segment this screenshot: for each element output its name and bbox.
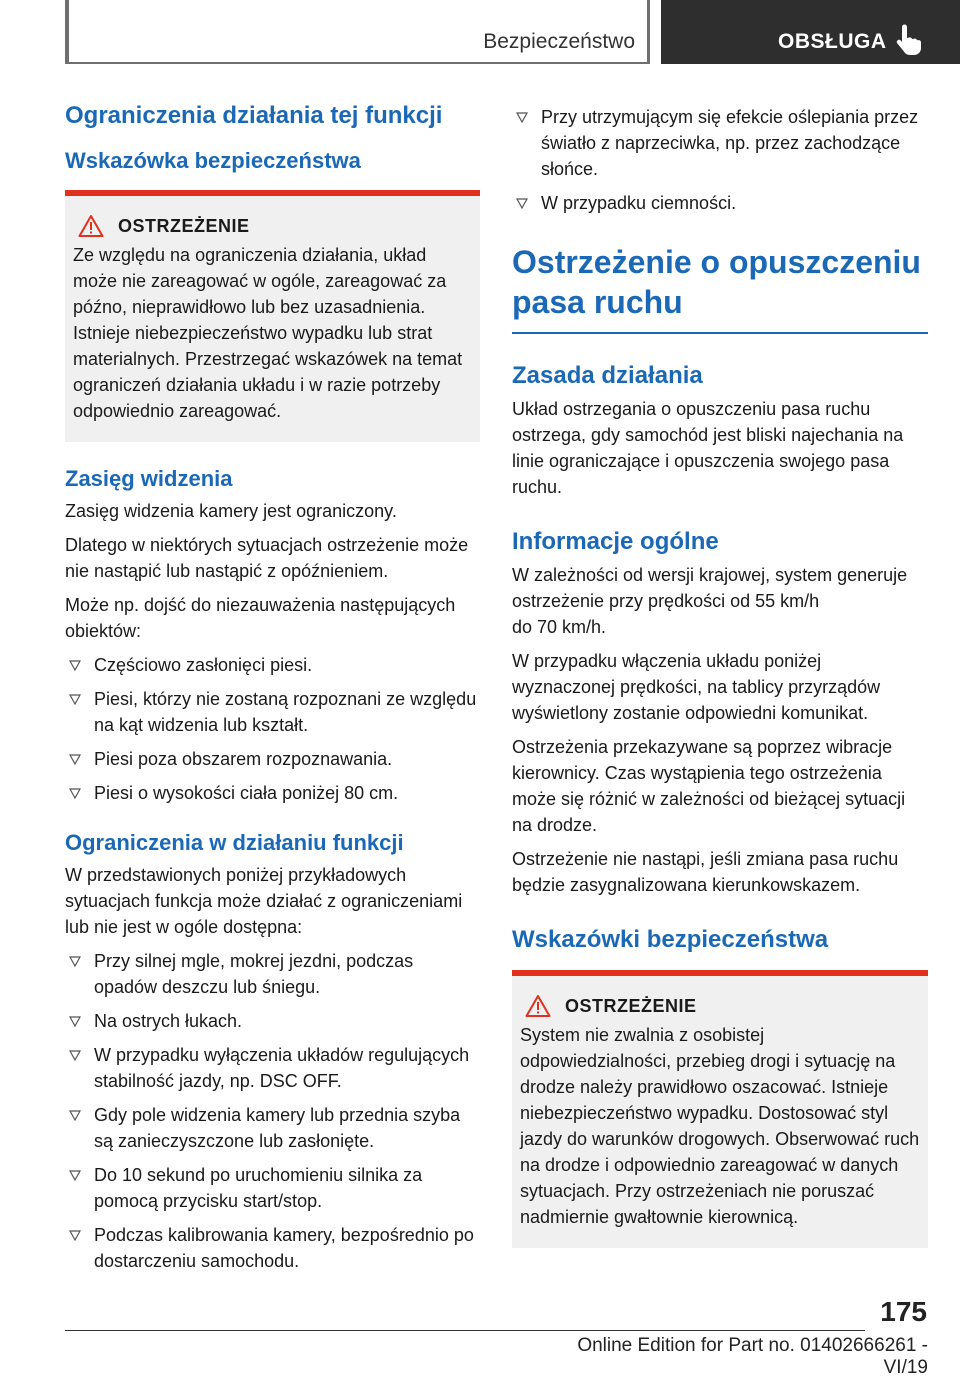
list-item: Piesi, którzy nie zostaną rozpoznani ze względu na kąt widzenia lub kształt.: [65, 686, 480, 738]
triangle-bullet-icon: [516, 197, 528, 209]
header-section-title: Bezpieczeństwo: [483, 30, 635, 53]
list-item: Podczas kalibrowania kamery, bezpośrednio po dostarczeniu samochodu.: [65, 1222, 480, 1274]
left-column: [65, 100, 480, 1282]
header-rule-mid: [647, 0, 650, 64]
triangle-bullet-icon: [69, 1169, 81, 1181]
chapter-title: Ostrzeżenie o opuszczeniu pasa ruchu: [512, 244, 921, 320]
header-tab-label: OBSŁUGA: [778, 30, 887, 53]
list-item: W przypadku ciemności.: [512, 190, 928, 216]
principle-heading: Zasada działania: [512, 362, 703, 389]
range-paragraph: Zasięg widzenia kamery jest ograniczony.: [65, 501, 397, 521]
warning-box: [65, 190, 480, 442]
range-paragraph: Może np. dojść do niezauważenia następujących obiektów:: [65, 595, 456, 641]
limits-list: [65, 948, 480, 1274]
warning-text: Ze względu na ograniczenia działania, układ może nie zareagować w ogóle, zareagować za późno, nieprawidłowo lub bez uzasadnienia. Istnieje niebezpieczeństwo wypadku lub strat materialnych. Przestrzegać wskazówek na temat ograniczeń działania układu i w razie potrzeby odpowiednio zareagować.: [73, 245, 463, 421]
chapter-title-rule: [512, 332, 928, 334]
general-paragraph: Ostrzeżenia przekazywane są poprzez wibracje kierownicy. Czas wystąpienia tego ostrzeżenia może się różnić w zależności od bieżącej sytuacji na drodze.: [512, 737, 906, 835]
range-heading: Zasięg widzenia: [65, 466, 233, 491]
limits-list-continued: [512, 104, 928, 216]
page-number: 175: [880, 1296, 927, 1327]
limits-paragraph: W przedstawionych poniżej przykładowych sytuacjach funkcja może działać z ograniczeniami lub nie jest w ogóle dostępna:: [65, 865, 463, 937]
range-list: [65, 652, 480, 806]
section-title: Ograniczenia działania tej funkcji: [65, 102, 443, 129]
list-item: Częściowo zasłonięci piesi.: [65, 652, 480, 678]
triangle-bullet-icon: [516, 111, 528, 123]
list-item: Na ostrych łukach.: [65, 1008, 480, 1034]
list-item: Piesi poza obszarem rozpoznawania.: [65, 746, 480, 772]
warning-title: OSTRZEŻENIE: [565, 995, 697, 1016]
list-item: Przy silnej mgle, mokrej jezdni, podczas opadów deszczu lub śniegu.: [65, 948, 480, 1000]
principle-paragraph: Układ ostrzegania o opuszczeniu pasa ruchu ostrzega, gdy samochód jest bliski najechania na linie ograniczające i opuszczenia swojego pasa ruchu.: [512, 399, 904, 497]
list-item: Gdy pole widzenia kamery lub przednia szyba są zanieczyszczone lub zasłonięte.: [65, 1102, 480, 1154]
safety-heading: Wskazówki bezpieczeństwa: [512, 926, 829, 953]
triangle-bullet-icon: [69, 659, 81, 671]
header-rule-bottom: [65, 62, 650, 64]
safety-subtitle: Wskazówka bezpieczeństwa: [65, 148, 361, 173]
footer-edition: Online Edition for Part no. 01402666261 - VI/19: [577, 1335, 928, 1378]
warning-box: [512, 970, 928, 1248]
list-item: Piesi o wysokości ciała poniżej 80 cm.: [65, 780, 480, 806]
triangle-bullet-icon: [69, 787, 81, 799]
general-paragraph: Ostrzeżenie nie nastąpi, jeśli zmiana pasa ruchu będzie zasygnalizowana kierunkowskazem.: [512, 849, 899, 895]
list-item: Do 10 sekund po uruchomieniu silnika za pomocą przycisku start/stop.: [65, 1162, 480, 1214]
triangle-bullet-icon: [69, 693, 81, 705]
triangle-bullet-icon: [69, 753, 81, 765]
general-paragraph: W przypadku włączenia układu poniżej wyznaczonej prędkości, na tablicy przyrządów wyświetlony zostanie odpowiedni komunikat.: [512, 651, 881, 723]
warning-text: System nie zwalnia z osobistej odpowiedzialności, przebieg drogi i sytuację na drodze należy prawidłowo oszacować. Istnieje niebezpieczeństwo wypadku. Dostosować styl jazdy do warunków drogowych. Obserwować ruch na drodze i odpowiednio zareagować w danych sytuacjach. Przy ostrzeżeniach nie poruszać nadmiernie gwałtownie kierownicą.: [520, 1025, 920, 1227]
range-paragraph: Dlatego w niektórych sytuacjach ostrzeżenie może nie nastąpić lub nastąpić z opóźnieniem.: [65, 535, 469, 581]
list-item: W przypadku wyłączenia układów regulujących stabilność jazdy, np. DSC OFF.: [65, 1042, 480, 1094]
warning-triangle-icon: [78, 214, 104, 238]
triangle-bullet-icon: [69, 1049, 81, 1061]
header-rule-left: [65, 0, 69, 64]
triangle-bullet-icon: [69, 1109, 81, 1121]
triangle-bullet-icon: [69, 955, 81, 967]
triangle-bullet-icon: [69, 1229, 81, 1241]
warning-title: OSTRZEŻENIE: [118, 215, 250, 236]
limits-heading: Ograniczenia w działaniu funkcji: [65, 830, 404, 855]
warning-triangle-icon: [525, 994, 551, 1018]
general-heading: Informacje ogólne: [512, 528, 719, 555]
hand-pointer-icon: [893, 24, 923, 56]
general-paragraph: W zależności od wersji krajowej, system generuje ostrzeżenie przy prędkości od 55 km/h do 70 km/h.: [512, 565, 908, 637]
list-item: Przy utrzymującym się efekcie oślepiania przez światło z naprzeciwka, np. przez zachodzące słońce.: [512, 104, 928, 182]
triangle-bullet-icon: [69, 1015, 81, 1027]
footer-rule: [65, 1330, 865, 1331]
right-column: [512, 100, 928, 1248]
